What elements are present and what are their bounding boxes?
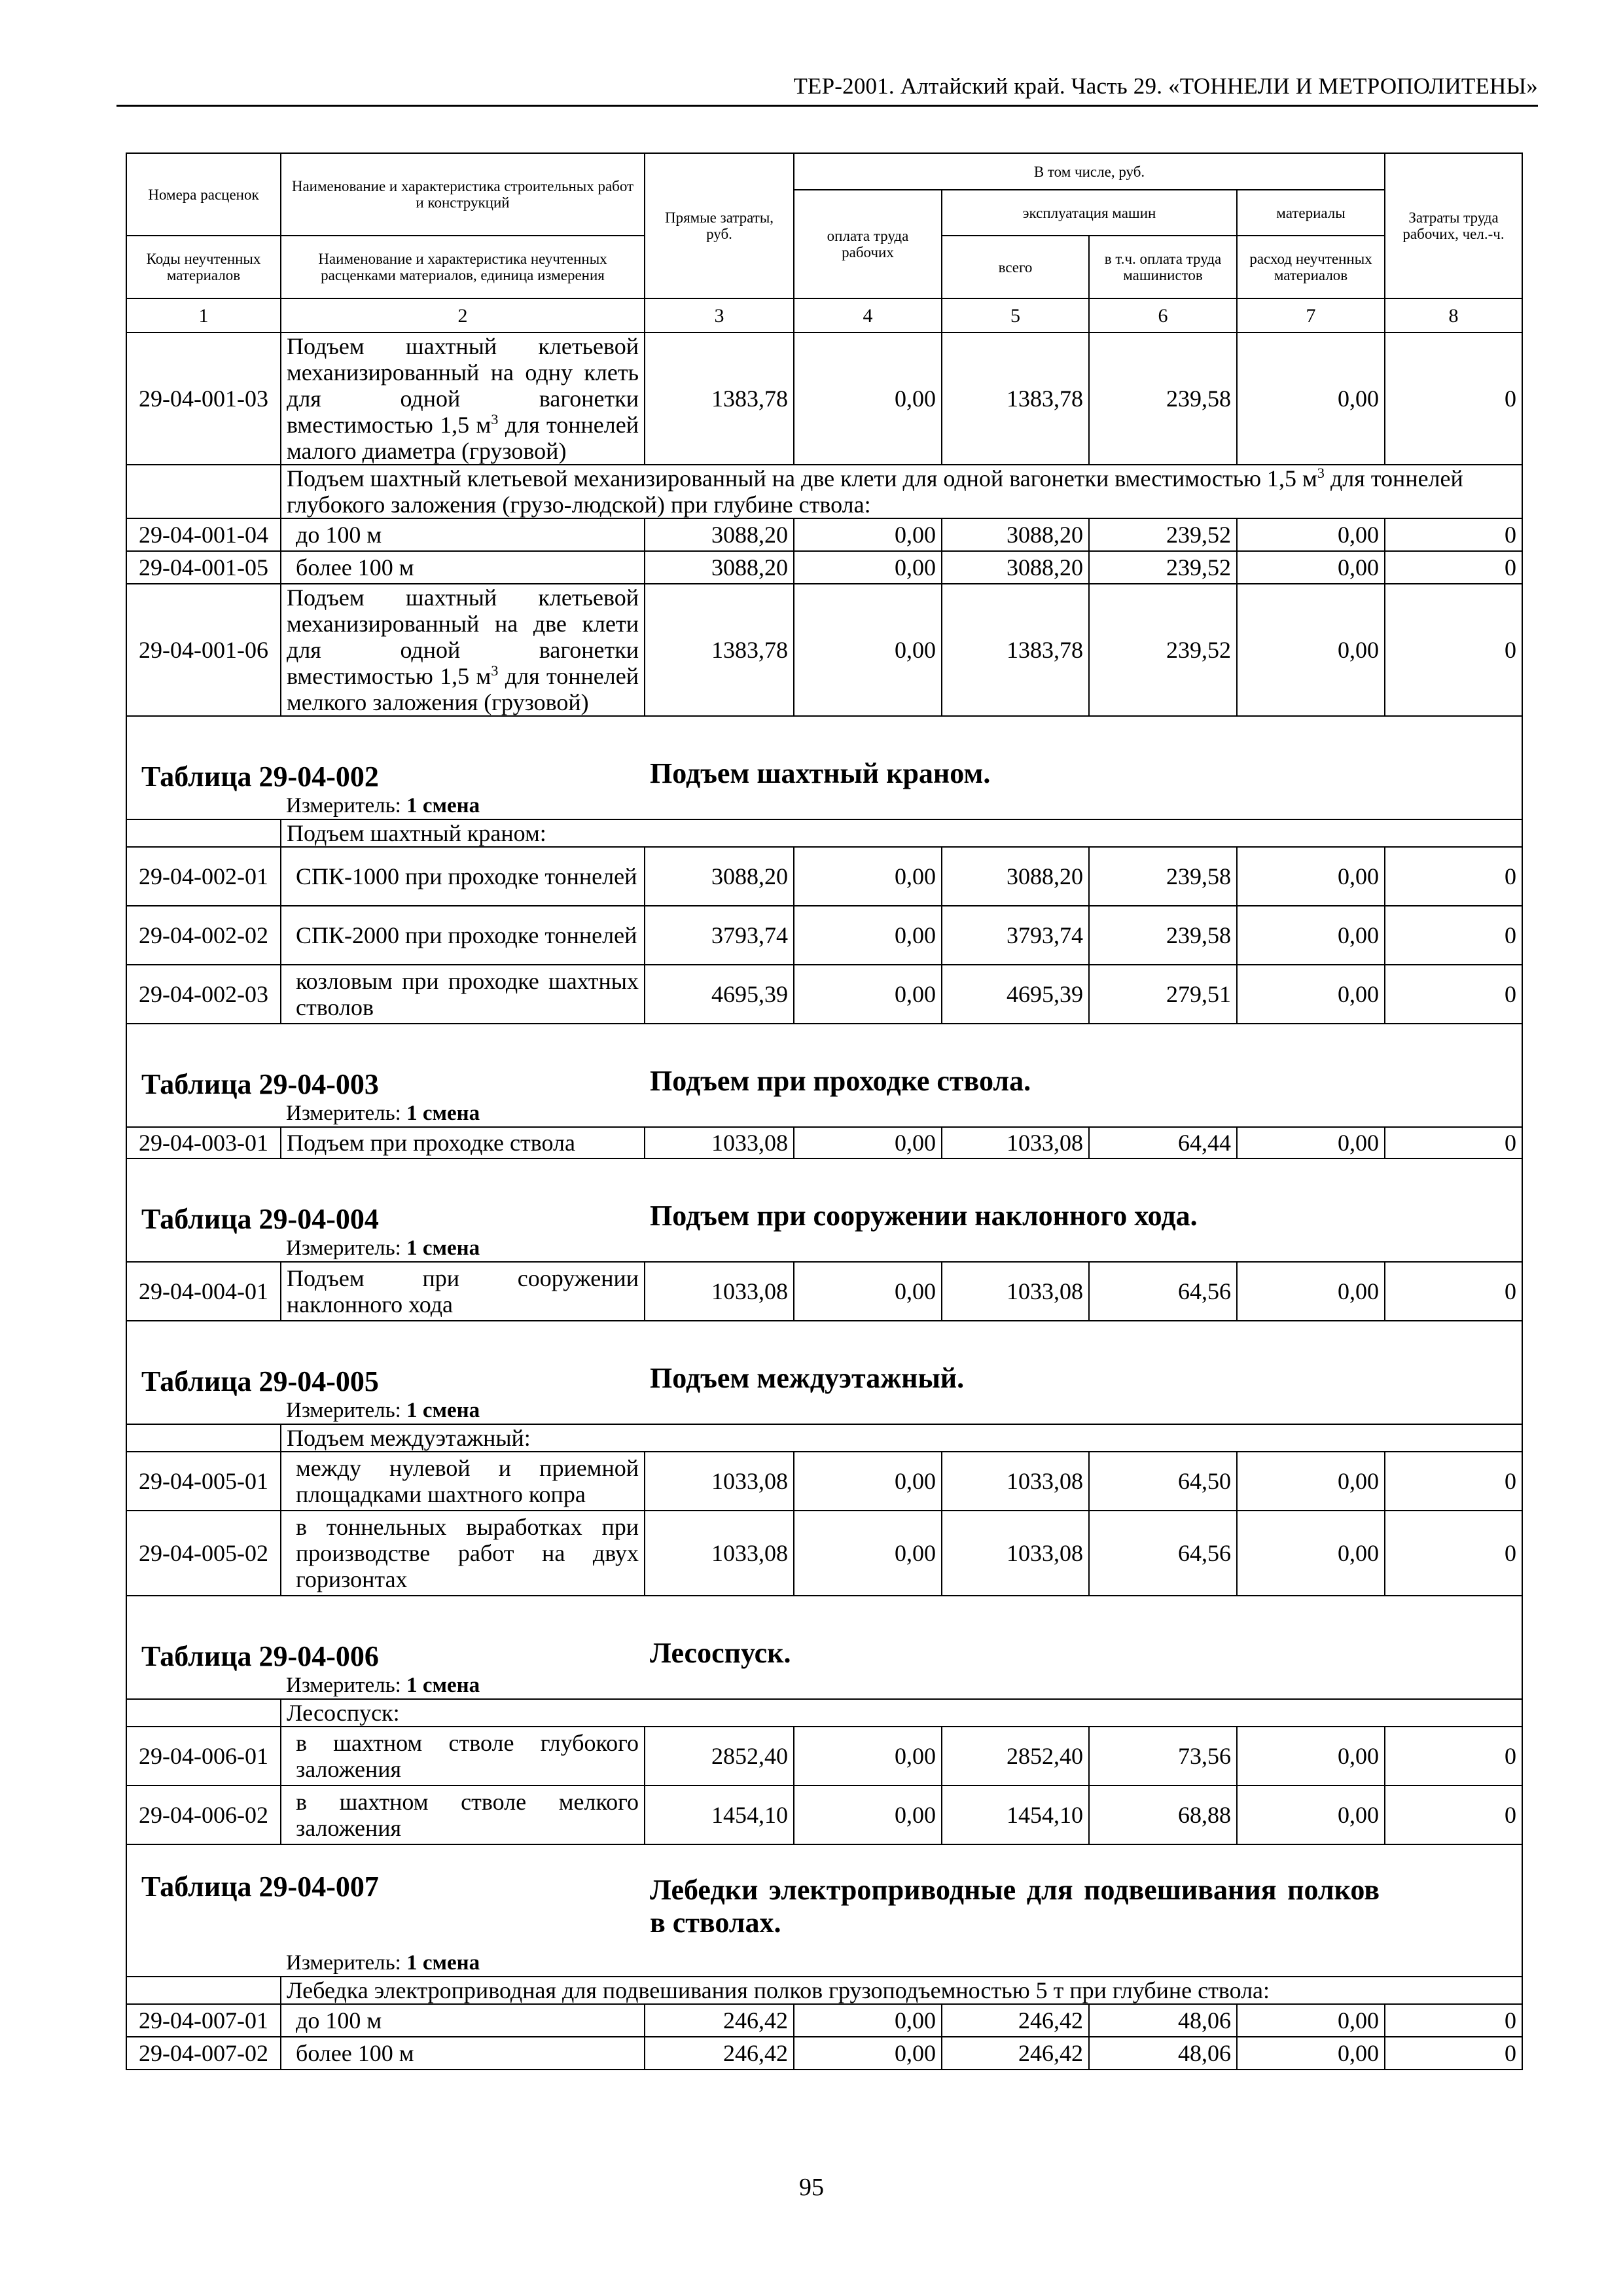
table-caption: Подъем при сооружении наклонного хода. [650,1200,1198,1232]
labor-hours: 0 [1385,584,1522,716]
measure-unit: Измеритель: 1 смена [281,1397,1522,1424]
table-title: Таблица 29-04-003 [141,1068,379,1100]
machine-total: 1383,78 [942,584,1089,716]
machinist-pay: 64,44 [1089,1127,1237,1158]
col-including: В том числе, руб. [794,153,1385,190]
direct-cost: 246,42 [645,2037,794,2070]
machinist-pay: 239,58 [1089,906,1237,965]
rate-name: Подъем шахтный клетьевой механизированный на одну клеть для одной вагонетки вместимостью 1,5 $м^3$ для тоннелей малого диаметра (грузовой) [281,332,645,465]
materials-cost: 0,00 [1237,906,1385,965]
page-number: 95 [799,2174,824,2201]
table-caption: Подъем междуэтажный. [650,1362,965,1394]
machine-total: 3793,74 [942,906,1089,965]
rate-name: Подъем при проходке ствола [281,1127,645,1158]
running-header: ТЕР-2001. Алтайский край. Часть 29. «ТОННЕЛИ И МЕТРОПОЛИТЕНЫ» [793,73,1538,99]
labor-hours: 0 [1385,847,1522,906]
rate-code: 29-04-002-01 [126,847,281,906]
rate-code: 29-04-001-03 [126,332,281,465]
direct-cost: 3088,20 [645,847,794,906]
direct-cost: 1033,08 [645,1452,794,1511]
machine-total: 1454,10 [942,1785,1089,1844]
machinist-pay: 48,06 [1089,2004,1237,2037]
materials-cost: 0,00 [1237,332,1385,465]
table-row [126,551,1522,584]
rate-code: 29-04-007-01 [126,2004,281,2037]
col-number: 4 [794,298,942,332]
labor-hours: 0 [1385,1452,1522,1511]
table-header-row [126,1158,1522,1235]
table-header-row [126,716,1522,793]
measure-row [126,1235,1522,1262]
col-material-names: Наименование и характеристика неучтенных расценками материалов, единица измерения [281,236,645,298]
rate-name: в шахтном стволе мелкого заложения [281,1785,645,1844]
col-number: 1 [126,298,281,332]
rates-table [126,152,1523,2070]
col-number: 7 [1237,298,1385,332]
labor-hours: 0 [1385,1785,1522,1844]
rate-code: 29-04-003-01 [126,1127,281,1158]
group-heading: Подъем шахтный клетьевой механизированный на две клети для одной вагонетки вместимостью 1,5 $м^3$ для тоннелей глубокого заложения (грузо-людской) при глубине ствола: [281,465,1522,518]
col-materials: материалы [1237,190,1385,236]
table-row [126,1785,1522,1844]
group-heading-row [126,819,1522,847]
rate-name: Подъем шахтный клетьевой механизированный на две клети для одной вагонетки вместимостью 1,5 $м^3$ для тоннелей мелкого заложения (грузовой) [281,584,645,716]
col-number: 6 [1089,298,1237,332]
direct-cost: 1033,08 [645,1511,794,1596]
rate-code: 29-04-006-01 [126,1727,281,1785]
col-rate-number: Номера расценок [126,153,281,236]
col-direct-costs: Прямые затраты, руб. [645,153,794,298]
labor-pay: 0,00 [794,1727,942,1785]
materials-cost: 0,00 [1237,1727,1385,1785]
table-header-row [126,1321,1522,1397]
machine-total: 3088,20 [942,518,1089,551]
machinist-pay: 239,58 [1089,332,1237,465]
labor-hours: 0 [1385,1727,1522,1785]
table-title: Таблица 29-04-006 [141,1640,379,1672]
measure-row [126,1672,1522,1699]
machine-total: 3088,20 [942,847,1089,906]
table-row [126,518,1522,551]
rate-code: 29-04-002-03 [126,965,281,1024]
machinist-pay: 48,06 [1089,2037,1237,2070]
materials-cost: 0,00 [1237,965,1385,1024]
labor-hours: 0 [1385,1511,1522,1596]
machine-total: 1033,08 [942,1452,1089,1511]
labor-hours: 0 [1385,551,1522,584]
machine-total: 1033,08 [942,1127,1089,1158]
rate-name: в тоннельных выработках при производстве работ на двух горизонтах [281,1511,645,1596]
labor-pay: 0,00 [794,965,942,1024]
machinist-pay: 64,50 [1089,1452,1237,1511]
table-title: Таблица 29-04-004 [141,1203,379,1235]
measure-row [126,793,1522,819]
materials-cost: 0,00 [1237,2037,1385,2070]
measure-unit: Измеритель: 1 смена [281,1672,1522,1699]
col-machine-operation: эксплуатация машин [942,190,1237,236]
labor-pay: 0,00 [794,1511,942,1596]
col-labor-costs: Затраты труда рабочих, чел.-ч. [1385,153,1522,298]
machinist-pay: 239,52 [1089,518,1237,551]
col-number: 3 [645,298,794,332]
direct-cost: 1454,10 [645,1785,794,1844]
direct-cost: 1383,78 [645,332,794,465]
table-row [126,2004,1522,2037]
direct-cost: 2852,40 [645,1727,794,1785]
machine-total: 1383,78 [942,332,1089,465]
table-row [126,584,1522,716]
materials-cost: 0,00 [1237,1452,1385,1511]
machine-total: 246,42 [942,2004,1089,2037]
col-number: 5 [942,298,1089,332]
labor-hours: 0 [1385,2004,1522,2037]
table-caption: Подъем шахтный краном. [650,757,991,789]
labor-hours: 0 [1385,2037,1522,2070]
col-machine-total: всего [942,236,1089,298]
rate-name: козловым при проходке шахтных стволов [281,965,645,1024]
rate-name: более 100 м [281,551,645,584]
labor-pay: 0,00 [794,584,942,716]
group-heading-row [126,465,1522,518]
machine-total: 1033,08 [942,1511,1089,1596]
header-rule [116,105,1538,107]
table-caption: Подъем при проходке ствола. [650,1065,1031,1097]
labor-pay: 0,00 [794,847,942,906]
labor-pay: 0,00 [794,551,942,584]
rate-name: более 100 м [281,2037,645,2070]
rate-code: 29-04-007-02 [126,2037,281,2070]
machine-total: 2852,40 [942,1727,1089,1785]
table-row [126,2037,1522,2070]
rate-code: 29-04-001-04 [126,518,281,551]
col-machinist-pay: в т.ч. оплата труда машинистов [1089,236,1237,298]
labor-pay: 0,00 [794,1452,942,1511]
machinist-pay: 64,56 [1089,1511,1237,1596]
direct-cost: 1033,08 [645,1127,794,1158]
rate-code: 29-04-002-02 [126,906,281,965]
table-header-row [126,1024,1522,1100]
machinist-pay: 279,51 [1089,965,1237,1024]
machinist-pay: 64,56 [1089,1262,1237,1321]
table-header-row [126,1596,1522,1672]
labor-pay: 0,00 [794,2004,942,2037]
materials-cost: 0,00 [1237,518,1385,551]
machine-total: 246,42 [942,2037,1089,2070]
table-row [126,847,1522,906]
direct-cost: 3088,20 [645,551,794,584]
group-heading-row [126,1424,1522,1452]
table-row [126,1727,1522,1785]
rate-code: 29-04-001-05 [126,551,281,584]
group-heading-row [126,1977,1522,2004]
measure-row [126,1100,1522,1127]
rate-name: между нулевой и приемной площадками шахтного копра [281,1452,645,1511]
table-title: Таблица 29-04-005 [141,1365,379,1397]
labor-hours: 0 [1385,1127,1522,1158]
group-heading: Подъем междуэтажный: [281,1424,1522,1452]
group-heading: Подъем шахтный краном: [281,819,1522,847]
measure-unit: Измеритель: 1 смена [281,793,1522,819]
table-row [126,1262,1522,1321]
materials-cost: 0,00 [1237,1127,1385,1158]
col-unaccounted-materials: расход неучтенных материалов [1237,236,1385,298]
table-caption: Лесоспуск. [650,1637,791,1669]
direct-cost: 4695,39 [645,965,794,1024]
materials-cost: 0,00 [1237,584,1385,716]
measure-row [126,1397,1522,1424]
rate-code: 29-04-006-02 [126,1785,281,1844]
materials-cost: 0,00 [1237,551,1385,584]
table-row [126,1127,1522,1158]
labor-hours: 0 [1385,1262,1522,1321]
labor-pay: 0,00 [794,1785,942,1844]
labor-hours: 0 [1385,518,1522,551]
rate-name: до 100 м [281,2004,645,2037]
labor-pay: 0,00 [794,1127,942,1158]
table-row [126,1452,1522,1511]
direct-cost: 3088,20 [645,518,794,551]
group-heading: Лесоспуск: [281,1699,1522,1727]
rate-code: 29-04-004-01 [126,1262,281,1321]
col-number: 8 [1385,298,1522,332]
direct-cost: 1033,08 [645,1262,794,1321]
rate-code: 29-04-001-06 [126,584,281,716]
rate-code: 29-04-005-02 [126,1511,281,1596]
measure-unit: Измеритель: 1 смена [281,1100,1522,1127]
machinist-pay: 239,52 [1089,551,1237,584]
labor-pay: 0,00 [794,518,942,551]
table-row [126,906,1522,965]
group-heading: Лебедка электроприводная для подвешивания полков грузоподъемностью 5 т при глубине ствола: [281,1977,1522,2004]
machinist-pay: 73,56 [1089,1727,1237,1785]
machinist-pay: 68,88 [1089,1785,1237,1844]
direct-cost: 246,42 [645,2004,794,2037]
labor-pay: 0,00 [794,2037,942,2070]
materials-cost: 0,00 [1237,1785,1385,1844]
machinist-pay: 239,58 [1089,847,1237,906]
group-heading-row [126,1699,1522,1727]
table-row [126,965,1522,1024]
rate-name: Подъем при сооружении наклонного хода [281,1262,645,1321]
col-labor-pay: оплата труда рабочих [794,190,942,298]
direct-cost: 3793,74 [645,906,794,965]
direct-cost: 1383,78 [645,584,794,716]
materials-cost: 0,00 [1237,2004,1385,2037]
materials-cost: 0,00 [1237,1262,1385,1321]
rate-name: до 100 м [281,518,645,551]
labor-hours: 0 [1385,906,1522,965]
rate-name: СПК-2000 при проходке тоннелей [281,906,645,965]
col-number: 2 [281,298,645,332]
labor-pay: 0,00 [794,1262,942,1321]
labor-pay: 0,00 [794,332,942,465]
materials-cost: 0,00 [1237,1511,1385,1596]
table-row [126,1511,1522,1596]
table-caption: Лебедки электроприводные для подвешивания полков в стволах. [650,1874,1380,1939]
table-title: Таблица 29-04-007 [141,1871,379,1903]
measure-row [126,1950,1522,1977]
labor-hours: 0 [1385,332,1522,465]
machinist-pay: 239,52 [1089,584,1237,716]
machine-total: 1033,08 [942,1262,1089,1321]
labor-pay: 0,00 [794,906,942,965]
table-row [126,332,1522,465]
machine-total: 3088,20 [942,551,1089,584]
materials-cost: 0,00 [1237,847,1385,906]
rate-name: в шахтном стволе глубокого заложения [281,1727,645,1785]
table-header-row [126,1844,1522,1950]
measure-unit: Измеритель: 1 смена [281,1950,1522,1977]
rate-code: 29-04-005-01 [126,1452,281,1511]
rate-name: СПК-1000 при проходке тоннелей [281,847,645,906]
col-work-name: Наименование и характеристика строительных работ и конструкций [281,153,645,236]
machine-total: 4695,39 [942,965,1089,1024]
labor-hours: 0 [1385,965,1522,1024]
col-material-codes: Коды неучтенных материалов [126,236,281,298]
measure-unit: Измеритель: 1 смена [281,1235,1522,1262]
table-title: Таблица 29-04-002 [141,761,379,793]
